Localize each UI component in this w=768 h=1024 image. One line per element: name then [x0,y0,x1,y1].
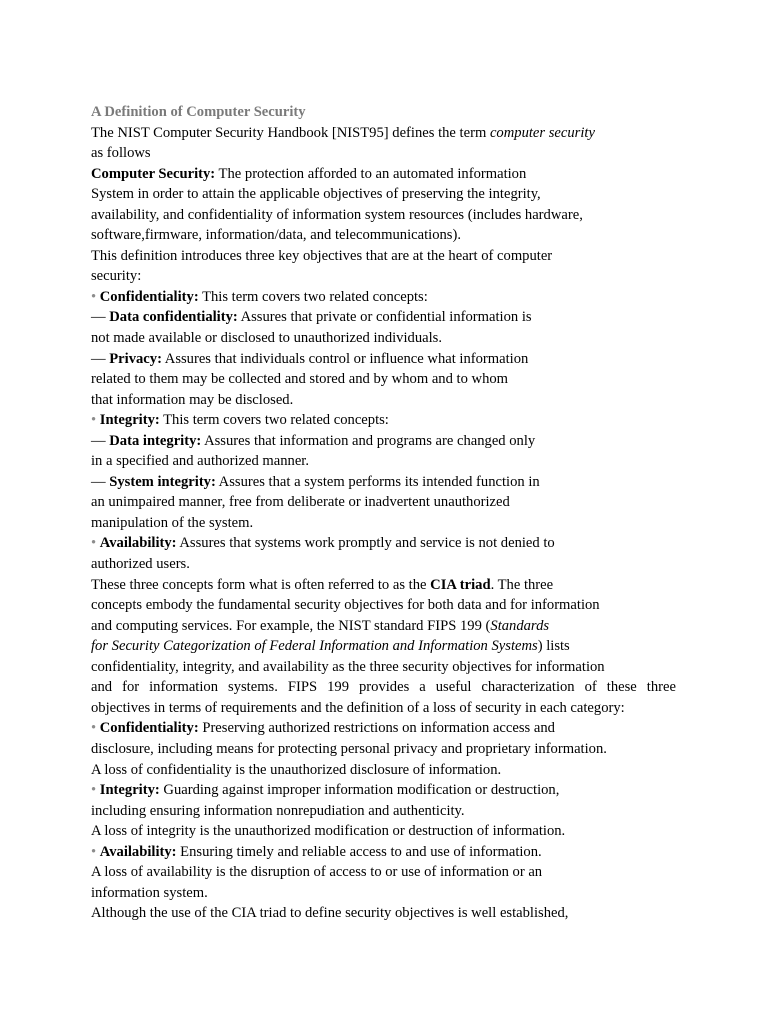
justified-word: useful [435,679,472,696]
paragraph-line: A loss of integrity is the unauthorized modification or destruction of information. [91,823,566,840]
paragraph-line: information system. [91,884,208,901]
bullet-glyph: • [91,412,97,429]
paragraph-line: not made available or disclosed to unauthorized individuals. [91,330,442,347]
bullet-term: Integrity: [99,412,160,429]
paragraph-line [91,575,691,596]
paragraph-line: in a specified and authorized manner. [91,453,310,470]
bullet-item [91,780,691,801]
justified-word: characterization [481,679,575,696]
dash-glyph: — [91,350,106,367]
bullet-item [91,842,691,863]
paragraph-line: manipulation of the system. [91,514,254,531]
bullet-term: Integrity: [99,782,160,799]
paragraph-line: A loss of confidentiality is the unauthorized disclosure of information. [91,761,502,778]
paragraph-line: as follows [91,145,151,162]
paragraph-line: Although the use of the CIA triad to define security objectives is well established, [91,905,569,922]
bullet-glyph: • [91,535,97,552]
bullet-glyph: • [91,720,97,737]
dash-glyph: — [91,473,106,490]
text-run: This term covers two related concepts: [159,412,389,429]
paragraph-line: including ensuring information nonrepudiation and authenticity. [91,802,465,819]
paragraph-line: This definition introduces three key objectives that are at the heart of computer [91,247,553,264]
bullet-term: Availability: [99,535,177,552]
paragraph-line: software,firmware, information/data, and telecommunications). [91,227,461,244]
dash-item [91,472,691,493]
dash-term: Data confidentiality: [109,309,238,326]
bullet-term: Confidentiality: [99,720,199,737]
justified-word: 199 [327,679,349,696]
bullet-glyph: • [91,782,97,799]
paragraph-line: availability, and confidentiality of information system resources (includes hardware, [91,206,583,223]
text-run: Assures that systems work promptly and service is not denied to [176,535,555,552]
paragraph-line [91,123,691,144]
dash-glyph: — [91,309,106,326]
text-run: Ensuring timely and reliable access to and use of information. [176,843,542,860]
italic-term: Standards [490,617,550,634]
justified-line [91,677,676,698]
justified-word: provides [359,679,410,696]
text-run: These three concepts form what is often referred to as the [91,576,431,593]
text-run: Assures that a system performs its intended function in [215,473,540,490]
justified-word: three [646,679,676,696]
text-run: Assures that private or confidential information is [237,309,532,326]
bold-term: CIA triad [430,576,491,593]
italic-term: for Security Categorization of Federal Information and Information Systems [91,638,538,655]
justified-word: and [91,679,113,696]
paragraph-line: confidentiality, integrity, and availability as the three security objectives for information [91,658,605,675]
paragraph-line [91,616,691,637]
paragraph-line: related to them may be collected and stored and by whom and to whom [91,371,509,388]
justified-word: information [149,679,219,696]
text-run: Assures that information and programs are changed only [201,432,536,449]
paragraph-line: System in order to attain the applicable objectives of preserving the integrity, [91,186,541,203]
definition-term: Computer Security: [91,165,216,182]
text-run: Preserving authorized restrictions on information access and [198,720,555,737]
text-run: ) lists [537,638,570,655]
paragraph-line: an unimpaired manner, free from deliberate or inadvertent unauthorized [91,494,510,511]
dash-term: System integrity: [109,473,216,490]
bullet-glyph: • [91,843,97,860]
dash-term: Privacy: [109,350,162,367]
justified-word: FIPS [287,679,318,696]
bullet-term: Confidentiality: [99,288,199,305]
paragraph-line: concepts embody the fundamental security objectives for both data and for information [91,597,600,614]
dash-glyph: — [91,432,106,449]
text-run: The protection afforded to an automated information [215,165,527,182]
justified-word: of [584,679,597,696]
dash-term: Data integrity: [109,432,202,449]
bullet-item [91,287,691,308]
paragraph-line: A loss of availability is the disruption of access to or use of information or an [91,864,543,881]
text-run: Assures that individuals control or influence what information [161,350,529,367]
paragraph-line: authorized users. [91,556,190,573]
text-run: This term covers two related concepts: [198,288,428,305]
dash-item [91,349,691,370]
section-heading: A Definition of Computer Security [91,104,306,120]
bullet-item [91,410,691,431]
justified-word: systems. [228,679,278,696]
text-run: and computing services. For example, the NIST standard FIPS 199 ( [91,617,491,634]
bullet-term: Availability: [99,843,177,860]
justified-word: these [606,679,637,696]
text-run: Guarding against improper information modification or destruction, [159,782,560,799]
bullet-item [91,533,691,554]
paragraph-line: disclosure, including means for protecting personal privacy and proprietary information. [91,740,607,757]
bullet-item [91,718,691,739]
text-run: The NIST Computer Security Handbook [NIST95] defines the term [91,124,490,141]
paragraph-line [91,636,691,657]
dash-item [91,431,691,452]
document-body [91,102,691,924]
dash-item [91,307,691,328]
justified-word: for [122,679,140,696]
italic-term: computer security [489,124,595,141]
justified-word: a [419,679,426,696]
bullet-glyph: • [91,288,97,305]
paragraph-line: security: [91,268,142,285]
text-run: . The three [490,576,554,593]
paragraph-line: objectives in terms of requirements and the definition of a loss of security in each category: [91,699,625,716]
definition-line [91,164,691,185]
paragraph-line: that information may be disclosed. [91,391,294,408]
